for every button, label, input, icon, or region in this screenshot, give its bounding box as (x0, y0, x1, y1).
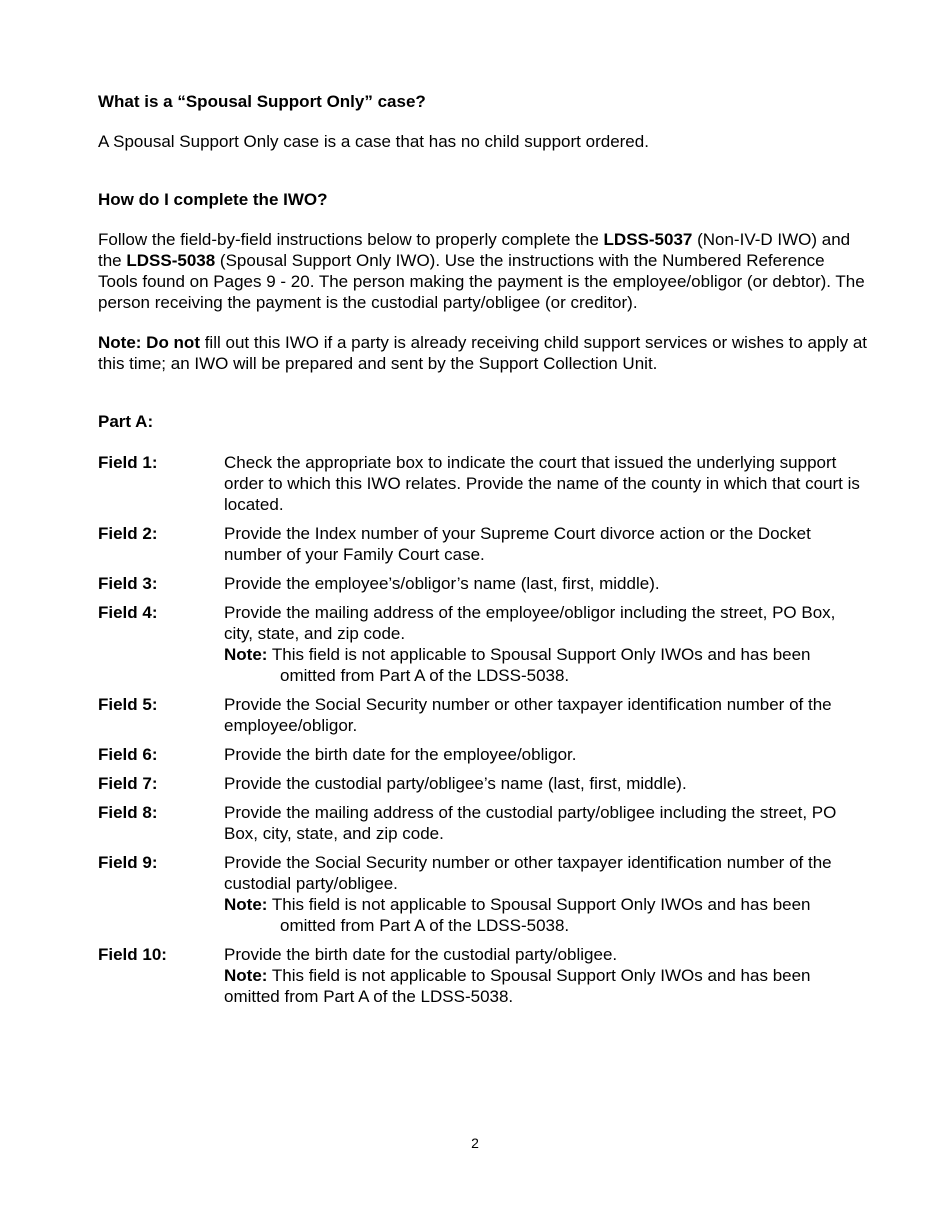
complete-iwo-intro: Follow the field-by-field instructions below to properly complete the LDSS-5037 (Non-IV-D IWO) and the LDSS-5038 (Spousal Support Only IWO). Use the instructions with the Numbered Reference Tools found on Pages 9 - 20. The person making the payment is the employee/obligor (or debtor). The person receiving the payment is the custodial party/obligee (or creditor). (98, 230, 865, 312)
field-label: Field 9: (98, 853, 158, 872)
field-text: Provide the Social Security number or other taxpayer identification number of the employee/obligor. (224, 695, 832, 735)
field-instruction-9 (98, 852, 868, 936)
field-text: Provide the birth date for the employee/obligor. (224, 745, 577, 764)
field-note: Note: This field is not applicable to Spousal Support Only IWOs and has been omitted from Part A of the LDSS-5038. (224, 645, 811, 685)
field-note: Note: This field is not applicable to Spousal Support Only IWOs and has been omitted from Part A of the LDSS-5038. (224, 895, 811, 935)
field-text: Provide the Index number of your Supreme Court divorce action or the Docket number of your Family Court case. (224, 524, 811, 564)
field-instruction-1 (98, 452, 868, 515)
field-instruction-10 (98, 944, 868, 1007)
field-text: Provide the mailing address of the custodial party/obligee including the street, PO Box, city, state, and zip code. (224, 803, 837, 843)
field-instruction-7 (98, 773, 868, 794)
field-instruction-4 (98, 602, 868, 686)
field-label: Field 1: (98, 453, 158, 472)
document-page (98, 91, 868, 1007)
spousal-support-definition: A Spousal Support Only case is a case that has no child support ordered. (98, 132, 649, 151)
field-text: Provide the mailing address of the employee/obligor including the street, PO Box, city, state, and zip code. (224, 603, 836, 643)
field-text: Check the appropriate box to indicate the court that issued the underlying support order to which this IWO relates. Provide the name of the county in which that court is located. (224, 453, 860, 514)
field-instruction-5 (98, 694, 868, 736)
field-instruction-6 (98, 744, 868, 765)
field-text: Provide the custodial party/obligee’s name (last, first, middle). (224, 774, 687, 793)
field-label: Field 3: (98, 574, 158, 593)
field-label: Field 5: (98, 695, 158, 714)
field-label: Field 7: (98, 774, 158, 793)
field-label: Field 8: (98, 803, 158, 822)
complete-iwo-heading: How do I complete the IWO? (98, 190, 328, 209)
field-text: Provide the birth date for the custodial party/obligee. (224, 945, 618, 964)
field-label: Field 6: (98, 745, 158, 764)
field-note: Note: This field is not applicable to Spousal Support Only IWOs and has been omitted from Part A of the LDSS-5038. (224, 966, 811, 1006)
page-number: 2 (471, 1135, 479, 1151)
field-instruction-2 (98, 523, 868, 565)
field-text: Provide the employee’s/obligor’s name (last, first, middle). (224, 574, 660, 593)
complete-iwo-note: Note: Do not fill out this IWO if a party is already receiving child support services or wishes to apply at this time; an IWO will be prepared and sent by the Support Collection Unit. (98, 333, 868, 373)
field-text: Provide the Social Security number or other taxpayer identification number of the custodial party/obligee. (224, 853, 832, 893)
field-label: Field 2: (98, 524, 158, 543)
field-label: Field 4: (98, 603, 158, 622)
field-label: Field 10: (98, 945, 167, 964)
field-instruction-3 (98, 573, 868, 594)
spousal-support-heading: What is a “Spousal Support Only” case? (98, 92, 426, 111)
part-a-heading: Part A: (98, 412, 154, 431)
field-instruction-8 (98, 802, 868, 844)
